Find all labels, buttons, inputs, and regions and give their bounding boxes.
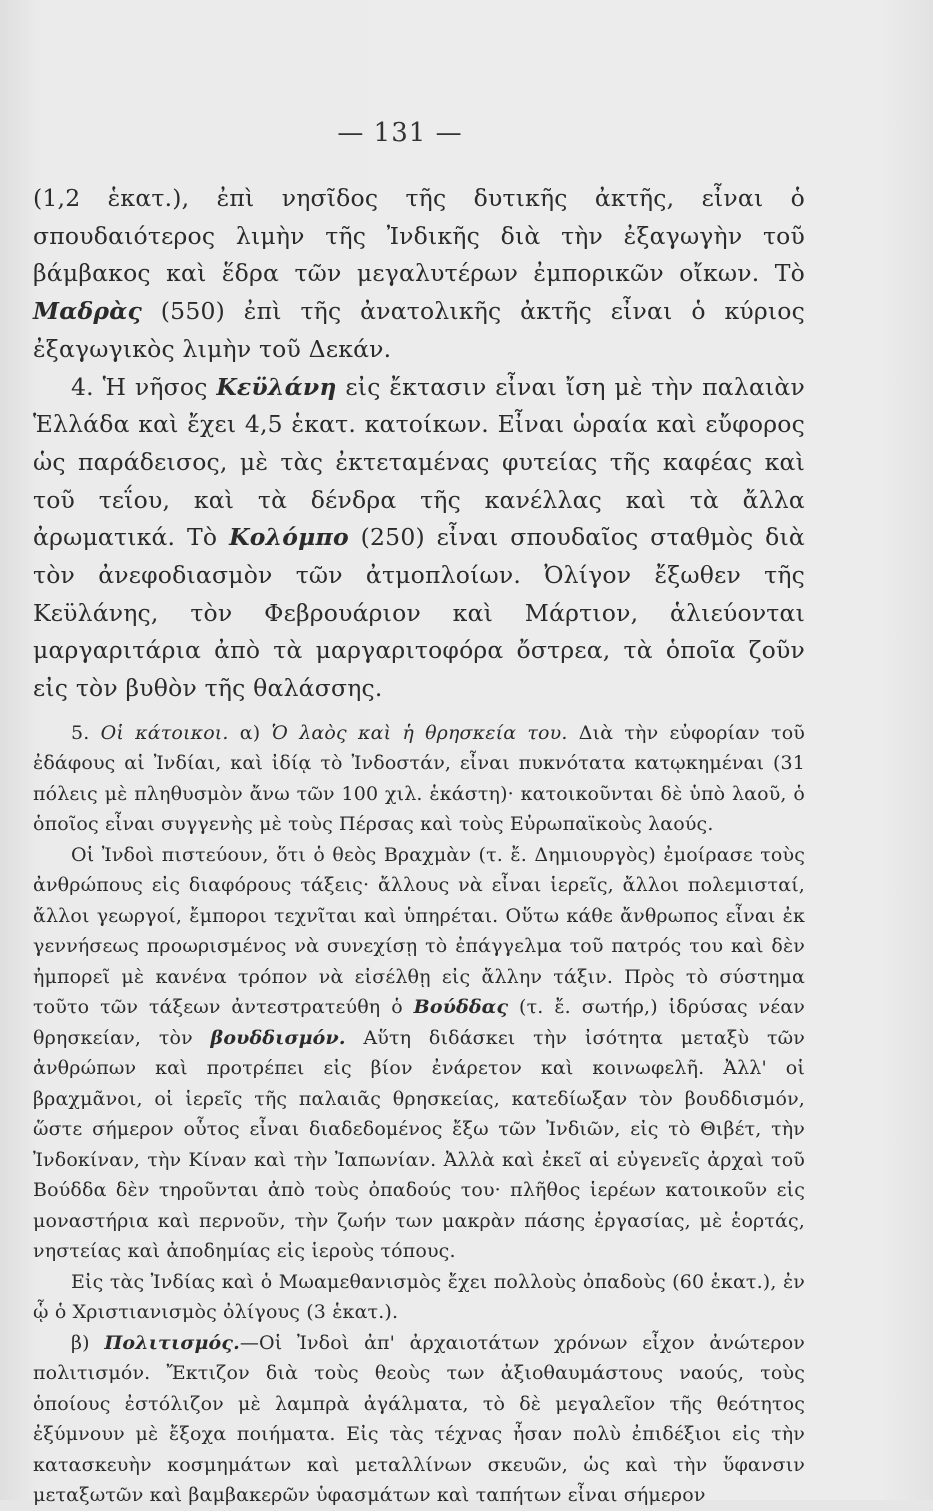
emphasized-term: Πολιτισμός.: [104, 1331, 240, 1354]
text-run: —Οἱ Ἰνδοὶ ἀπ' ἀρχαιοτάτων χρόνων εἶχον ἀνώτερον πολιτισμόν. Ἔκτιζον διὰ τοὺς θεοὺς των ἀξιοθαυμάστους ναούς, τοὺς ὁποίους ἐστόλιζον μὲ λαμπρὰ ἀγάλματα, τὸ δὲ μεγαλεῖον τῆς θεότητος ἐξύμνουν μὲ ἔξοχα ποιήματα. Εἰς τὰς τέχνας ἦσαν πολὺ ἐπιδέξιοι εἰς τὴν κατασκευὴν κοσμημάτων καὶ μεταλλίνων σκευῶν, ὡς καὶ τὴν ὕφανσιν μεταξωτῶν καὶ βαμβακερῶν ὑφασμάτων καὶ ταπήτων εἶναι σήμερον: [33, 1331, 805, 1507]
text-body: [33, 180, 805, 1511]
emphasized-term: Κεϋλάνη: [216, 372, 337, 401]
paragraph-ceylon: [33, 369, 805, 708]
paragraph-port-cities: [33, 180, 805, 369]
text-run: Οἱ Ἰνδοὶ πιστεύουν, ὅτι ὁ θεὸς Βραχμὰν (τ. ἔ. Δημιουργὸς) ἐμοίρασε τοὺς ἀνθρώπους εἰς διαφόρους τάξεις· ἄλλους νὰ εἶναι ἱερεῖς, ἄλλοι πολεμισταί, ἄλλοι γεωργοί, ἔμποροι τεχνῖται καὶ ὑπηρέται. Οὕτω κάθε ἄνθρωπος εἶναι ἐκ γεννήσεως προωρισμένος νὰ συνεχίσῃ τὸ ἐπάγγελμα τοῦ πατρός του καὶ δὲν ἠμπορεῖ μὲ κανένα τρόπον νὰ εἰσέλθῃ εἰς ἄλλην τάξιν. Πρὸς τὸ σύστημα τοῦτο τῶν τάξεων ἀντεστρατεύθη ὁ: [33, 843, 805, 1019]
emphasized-term: βουδδισμόν.: [210, 1026, 346, 1049]
text-run: Αὕτη διδάσκει τὴν ἰσότητα μεταξὺ τῶν ἀνθρώπων καὶ προτρέπει εἰς βίον ἐνάρετον καὶ κοινωφελῆ. Ἀλλ' οἱ βραχμᾶνοι, οἱ ἱερεῖς τῆς παλαιᾶς θρησκείας, κατεδίωξαν τὸν βουδδισμόν, ὥστε σήμερον οὗτος εἶναι διαδεδομένος ἔξω τῶν Ἰνδιῶν, εἰς τὸ Θιβέτ, τὴν Ἰνδοκίναν, τὴν Κίναν καὶ τὴν Ἰαπωνίαν. Ἀλλὰ καὶ ἐκεῖ αἱ εὐγενεῖς ἀρχαὶ τοῦ Βούδδα δὲν τηροῦνται ἀπὸ τοὺς ὀπαδούς του· πλῆθος ἱερέων κατοικοῦν εἰς μοναστήρια καὶ περνοῦν, τὴν ζωήν των μακρὰν πάσης ἐργασίας, μὲ ἑορτάς, νηστείας καὶ ἀποδημίας εἰς ἱεροὺς τόπους.: [33, 1026, 805, 1263]
text-run: Διὰ τὴν εὐφορίαν τοῦ ἐδάφους αἱ Ἰνδίαι, καὶ ἰδίᾳ τὸ Ἰνδοστάν, εἶναι πυκνότατα κατῳκημέναι (31 πόλεις μὲ πληθυσμὸν ἄνω τῶν 100 χιλ. ἑκάστη)· κατοικοῦνται δὲ ὑπὸ λαοῦ, ὁ ὁποῖος εἶναι συγγενὴς μὲ τοὺς Πέρσας καὶ τοὺς Εὐρωπαϊκοὺς λαούς.: [33, 721, 805, 836]
text-run: (τ. ἔ. σωτήρ,) ἱδρύσας νέαν θρησκείαν, τὸν: [33, 996, 805, 1049]
main-text-section: [33, 180, 805, 708]
text-run: 4. Ἡ νῆσος: [71, 372, 217, 401]
emphasized-term: Κολόμπο: [229, 523, 349, 552]
text-run: (550) ἐπὶ τῆς ἀνατολικῆς ἀκτῆς εἶναι ὁ κύριος ἐξαγωγικὸς λιμὴν τοῦ Δεκάν.: [33, 297, 805, 363]
text-run: 5.: [71, 721, 101, 744]
paragraph-inhabitants: [33, 718, 805, 840]
text-run: α): [228, 721, 272, 744]
text-run: (1,2 ἑκατ.), ἐπὶ νησῖδος τῆς δυτικῆς ἀκτῆς, εἶναι ὁ σπουδαιότερος λιμὴν τῆς Ἰνδικῆς διὰ τὴν ἐξαγωγὴν τοῦ βάμβακος καὶ ἕδρα τῶν μεγαλυτέρων ἐμπορικῶν οἴκων. Τὸ: [33, 184, 805, 288]
small-print-section: [33, 718, 805, 1511]
text-run: (250) εἶναι σπουδαῖος σταθμὸς διὰ τὸν ἀνεφοδιασμὸν τῶν ἀτμοπλοίων. Ὀλίγον ἔξωθεν τῆς Κεϋλάνης, τὸν Φεβρουάριον καὶ Μάρτιον, ἁλιεύονται μαργαριτάρια ἀπὸ τὰ μαργαριτοφόρα ὄστρεα, τὰ ὁποῖα ζοῦν εἰς τὸν βυθὸν τῆς θαλάσσης.: [33, 523, 805, 703]
text-run: β): [71, 1331, 105, 1354]
italic-heading: Οἱ κάτοικοι.: [100, 721, 229, 744]
page-number: — 131 —: [337, 118, 463, 148]
italic-heading: Ὁ λαὸς καὶ ἡ θρησκεία του.: [271, 721, 568, 744]
emphasized-term: Μαδρὰς: [33, 297, 142, 326]
paragraph-civilization: [33, 1328, 805, 1511]
paragraph-castes-buddhism: [33, 840, 805, 1267]
emphasized-term: Βούδδας: [413, 996, 509, 1019]
paragraph-other-religions: [33, 1267, 805, 1328]
text-run: Εἰς τὰς Ἰνδίας καὶ ὁ Μωαμεθανισμὸς ἔχει πολλοὺς ὀπαδοὺς (60 ἑκατ.), ἐν ᾧ ὁ Χριστιανισμὸς ὀλίγους (3 ἑκατ.).: [33, 1270, 805, 1324]
text-run: εἰς ἔκτασιν εἶναι ἴση μὲ τὴν παλαιὰν Ἑλλάδα καὶ ἔχει 4,5 ἑκατ. κατοίκων. Εἶναι ὡραία καὶ εὔφορος ὡς παράδεισος, μὲ τὰς ἐκτεταμένας φυτείας τῆς καφέας καὶ τοῦ τεΐου, καὶ τὰ δένδρα τῆς κανέλλας καὶ τὰ ἄλλα ἀρωματικά. Τὸ: [33, 372, 805, 552]
